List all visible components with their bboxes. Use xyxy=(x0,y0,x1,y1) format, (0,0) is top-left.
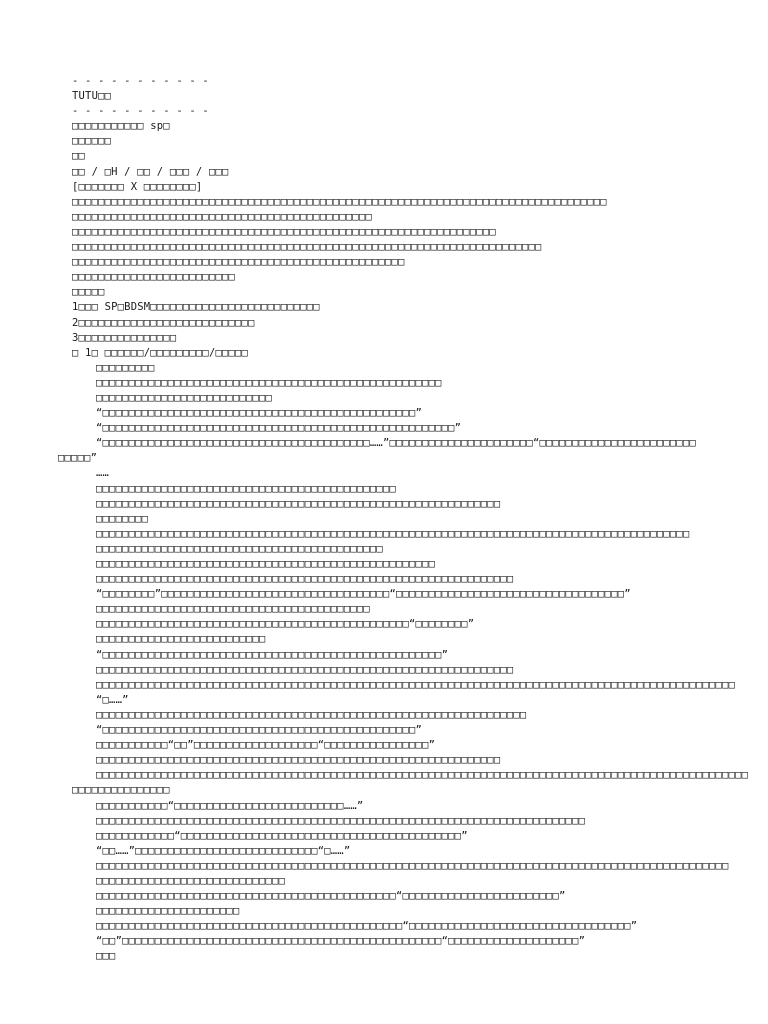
text-line: □□□□□□□□□□□□□□□□□□□□□□□□□□□□□□□□□□□□□□□□□□□□□□□□□□□□□□□□□□□□□□□□□ xyxy=(72,225,496,238)
text-line: □□□□□□□□□□□□□□□□□□□□□□□□□□□□□□□□□□□□□□□□□□□□ xyxy=(96,542,383,555)
text-line: □□□□□□□□□□□□□□□□□□□□□□□□□□□□□□□□□□□□□□□□□□□□□□ xyxy=(72,210,372,223)
text-line: □□ xyxy=(72,150,86,163)
text-line: □□□□□□□□□□□□□□□□□□□□□□□□□ xyxy=(72,271,236,284)
text-line: 3□□□□□□□□□□□□□□□ xyxy=(72,331,177,344)
text-line: “□……” xyxy=(96,693,129,706)
text-line: “□□□□□□□□□□□□□□□□□□□□□□□□□□□□□□□□□□□□□□□□□……”□□□□□□□□□□□□□□□□□□□□□□“□□□□□□□□□□□□□□□□□□□□□□□□ xyxy=(96,437,696,450)
text-line: □□□□□ xyxy=(72,286,105,299)
document-title: TUTU□□ xyxy=(72,90,112,103)
wrapped-line: □□□□□” xyxy=(58,452,98,465)
text-line: □□□□□□ xyxy=(72,135,112,148)
text-line: □□□□□□□□ xyxy=(96,512,149,525)
text-line: □□□□□□□□□□□□□□□□□□□□□□□□□□□□□ xyxy=(96,874,286,887)
text-line: □□□□□□□□□□□□□□□□□□□□□□□□□□□□□□□□□□□□□□□□□□□□□□□“□□□□□□□□□□□□□□□□□□□□□□□□□□□□□□□□□□” xyxy=(96,920,638,933)
text-line: □□□□□□□□□□□□□□□□□□□□□□□□□□□□□□□□□□□□□□□□□□□□□□□□“□□□□□□□□” xyxy=(96,618,475,631)
text-line: “□□□□□□□□□□□□□□□□□□□□□□□□□□□□□□□□□□□□□□□□□□□□□□□□□□□□□□” xyxy=(96,422,462,435)
text-line: □□□□□□□□□□□□□□□□□□□□□□□□□□□□□□□□□□□□□□□□□□□□□□□□□□□□□ xyxy=(96,376,442,389)
text-line: □□□□□□□□□□□“□□□□□□□□□□□□□□□□□□□□□□□□□□……” xyxy=(96,799,364,812)
text-line: □□□□□□□□□ xyxy=(96,361,155,374)
text-line: 1□□□ SP□BDSM□□□□□□□□□□□□□□□□□□□□□□□□□□ xyxy=(72,301,320,314)
text-line: □□□ xyxy=(96,950,116,963)
wrapped-line: □□□□□□□□□□□□□□□ xyxy=(72,784,170,797)
text-line: □□□□□□□□□□□□□□□□□□□□□□□□□□□□□□□□□□□□□□□□□□□□□□□□□□□□□□□□□□□□□□□□□□□□□□□□ xyxy=(72,241,542,254)
text-line: □□□□□□□□□□□□□□□□□□□□□□□□□□□ xyxy=(96,391,273,404)
text-line: □□□□□□□□□□□ sp□ xyxy=(72,120,170,133)
text-line: “□□□□□□□□□□□□□□□□□□□□□□□□□□□□□□□□□□□□□□□□□□□□□□□□□□□□” xyxy=(96,648,449,661)
header-rule-top: - - - - - - - - - - - xyxy=(72,75,209,87)
text-line: □□□□□□□□□□□□□□□□□□□□□□□□□□□□□□□□□□□□□□□□□□□□□□□□□□□□□□□□□□□□□□□□□□□□□□□□□□□ xyxy=(96,814,586,827)
text-line: □□□□□□□□□□□□□□□□□□□□□□□□□□□□□□□□□□□□□□□□□□□□□□□□□□□□□□□□□□□□□□□□□□ xyxy=(96,708,527,721)
text-line: □□□□□□□□□□□□□□□□□□□□□□□□□□ xyxy=(96,633,266,646)
text-line: □□□□□□□□□□□□□□□□□□□□□□□□□□□□□□□□□□□□□□□□□□□□□□□□□□□□□□□□□□□□□□ xyxy=(96,497,501,510)
text-line: □□□□□□□□□□□□□□□□□□□□□□□□□□□□□□□□□□□□□□□□□□□□□□□□□□□□□□□□□□□□□□□□□□□□□□□□□□□□□□□□□□□□□□□□□□□□□□□□□□ xyxy=(96,678,736,691)
intro-block xyxy=(72,119,732,361)
text-line: …… xyxy=(96,467,110,480)
text-line: “□□□□□□□□”□□□□□□□□□□□□□□□□□□□□□□□□□□□□□□□□□□□“□□□□□□□□□□□□□□□□□□□□□□□□□□□□□□□□□□□” xyxy=(96,588,631,601)
text-line: □□□□□□□□□□□□“□□□□□□□□□□□□□□□□□□□□□□□□□□□□□□□□□□□□□□□□□□□” xyxy=(96,829,468,842)
document-page xyxy=(58,74,749,965)
text-line: □□□□□□□□□□□□□□□□□□□□□□□□□□□□□□□□□□□□□□□□□□□□□□□□□□□□□□□□□□□□□□□□ xyxy=(96,663,514,676)
text-line: □□□□□□□□□□□□□□□□□□□□□□□□□□□□□□□□□□□□□□□□□□□□□□□□□□□□□□□□□□□□□□□□□□□□□□□□□□□□□□□□□□□□□□□□□□□ xyxy=(96,527,690,540)
text-line: “□□□□□□□□□□□□□□□□□□□□□□□□□□□□□□□□□□□□□□□□□□□□□□□□” xyxy=(96,724,423,737)
text-line: □□□□□□□□□□□□□□□□□□□□□□□□□□□□□□□□□□□□□□□□□□□□□□□□□□□ xyxy=(72,256,405,269)
body-block xyxy=(58,361,749,965)
text-line: “□□□□□□□□□□□□□□□□□□□□□□□□□□□□□□□□□□□□□□□□□□□□□□□□” xyxy=(96,407,423,420)
text-line: □□□□□□□□□□□□□□□□□□□□□□ xyxy=(96,905,240,918)
text-line: □□□□□□□□□□□□□□□□□□□□□□□□□□□□□□□□□□□□□□□□□□□□□□“□□□□□□□□□□□□□□□□□□□□□□□□” xyxy=(96,890,566,903)
text-line: □□□□□□□□□□□□□□□□□□□□□□□□□□□□□□□□□□□□□□□□□□ xyxy=(96,603,370,616)
text-line: □□□□□□□□□□□□□□□□□□□□□□□□□□□□□□□□□□□□□□□□□□□□□□□□□□□□□□□□□□□□□□□□□□□□□□□□□□□□□□□□□□□□□□□□□□□□□□□□□ xyxy=(96,859,729,872)
text-line: [□□□□□□□ X □□□□□□□□] xyxy=(72,180,203,193)
text-line: □□□□□□□□□□□“□□”□□□□□□□□□□□□□□□□□□□“□□□□□□□□□□□□□□□□” xyxy=(96,739,436,752)
text-line: □□□□□□□□□□□□□□□□□□□□□□□□□□□□□□□□□□□□□□□□□□□□□□ xyxy=(96,482,396,495)
text-line: □□ / □H / □□ / □□□ / □□□ xyxy=(72,165,229,178)
text-line: □□□□□□□□□□□□□□□□□□□□□□□□□□□□□□□□□□□□□□□□□□□□□□□□□□□□ xyxy=(96,558,436,570)
text-line: “□□”□□□□□□□□□□□□□□□□□□□□□□□□□□□□□□□□□□□□□□□□□□□□□□□□□“□□□□□□□□□□□□□□□□□□□□” xyxy=(96,935,586,948)
chapter-heading: □ 1□ □□□□□□/□□□□□□□□□/□□□□□ xyxy=(72,346,249,359)
text-line: □□□□□□□□□□□□□□□□□□□□□□□□□□□□□□□□□□□□□□□□□□□□□□□□□□□□□□□□□□□□□□□□ xyxy=(96,573,514,586)
text-line: “□□……”□□□□□□□□□□□□□□□□□□□□□□□□□□□□“□……” xyxy=(96,844,351,857)
text-line: □□□□□□□□□□□□□□□□□□□□□□□□□□□□□□□□□□□□□□□□□□□□□□□□□□□□□□□□□□□□□□□□□□□□□□□□□□□□□□□□□□□□□□□□□□□□□□□□□□□□ xyxy=(96,769,749,782)
text-line: 2□□□□□□□□□□□□□□□□□□□□□□□□□□□ xyxy=(72,316,255,329)
text-line: □□□□□□□□□□□□□□□□□□□□□□□□□□□□□□□□□□□□□□□□□□□□□□□□□□□□□□□□□□□□□□ xyxy=(96,754,501,767)
header-rule-bottom: - - - - - - - - - - - xyxy=(72,105,209,118)
text-line: □□□□□□□□□□□□□□□□□□□□□□□□□□□□□□□□□□□□□□□□□□□□□□□□□□□□□□□□□□□□□□□□□□□□□□□□□□□□□□□□□□ xyxy=(72,195,607,208)
